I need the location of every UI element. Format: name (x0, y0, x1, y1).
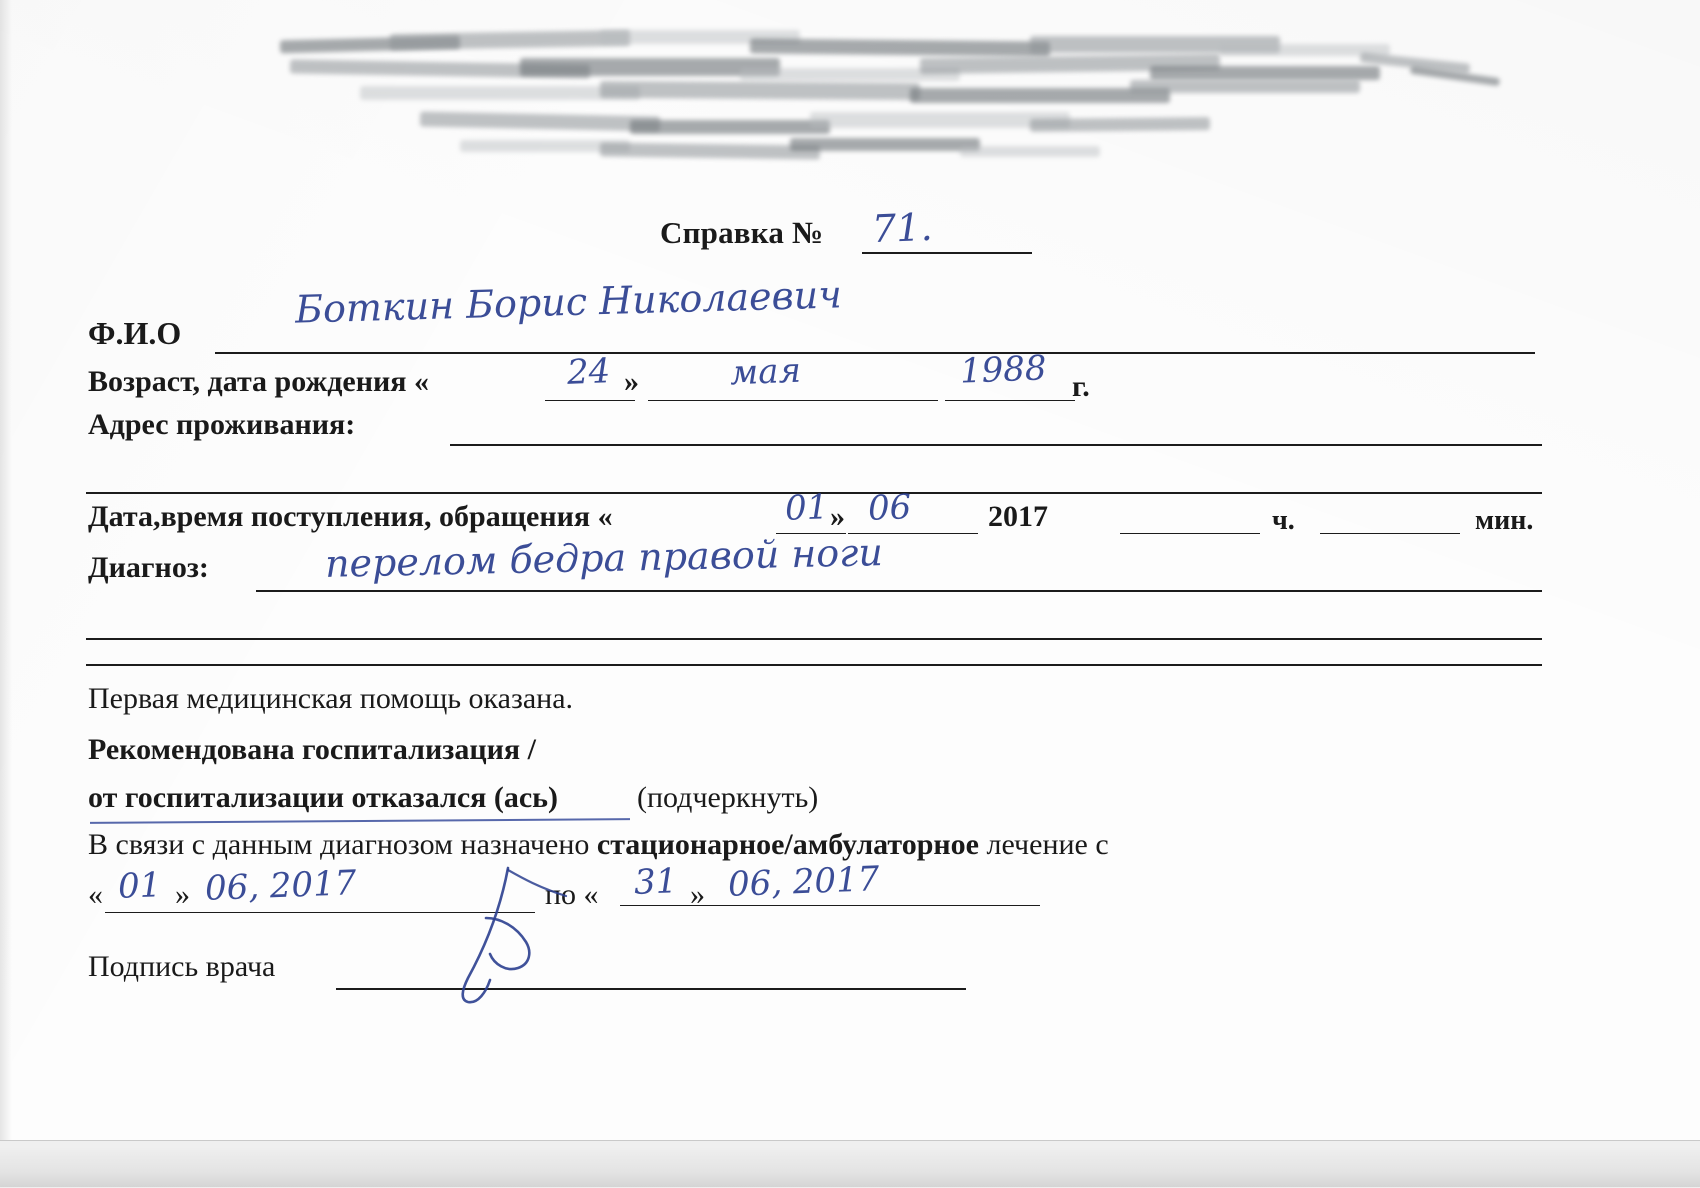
first-aid-statement: Первая медицинская помощь оказана. (88, 682, 574, 715)
diagnosis-line-3 (86, 664, 1542, 666)
address-line-1 (450, 444, 1542, 446)
birth-day-value: 24 (566, 351, 612, 393)
underline-instruction-note: (подчеркнуть) (637, 781, 819, 814)
admission-label-part2: » (830, 500, 845, 533)
certificate-number-line (862, 252, 1032, 254)
period-po-label: по « (545, 878, 599, 911)
page-title (660, 215, 823, 251)
birth-year-value: 1988 (959, 348, 1048, 392)
diagnosis-label: Диагноз: (88, 551, 209, 584)
admission-hours-line (1120, 533, 1260, 534)
address-label: Адрес проживания: (88, 408, 356, 441)
period-to-line (620, 905, 1040, 906)
admission-label-part1: Дата,время поступления, обращения « (88, 500, 613, 533)
birth-month-line (648, 400, 938, 401)
diagnosis-line-1 (256, 590, 1542, 592)
redacted-header-stamp (270, 28, 1390, 173)
treatment-prefix: В связи с данным диагнозом назначено (88, 828, 590, 861)
certificate-number-value: 71. (871, 204, 934, 252)
birthdate-label-part1: Возраст, дата рождения « (88, 365, 430, 398)
admission-minutes-line (1320, 533, 1460, 534)
period-from-day: 01 (117, 865, 163, 907)
fio-label: Ф.И.О (88, 315, 182, 351)
diagnosis-value: перелом бедра правой ноги (324, 530, 884, 586)
birthdate-label-suffix: г. (1072, 370, 1090, 403)
treatment-choice: стационарное/амбулаторное (596, 828, 979, 861)
period-close-quote: » (175, 878, 190, 911)
fio-line (215, 352, 1535, 354)
signature-label: Подпись врача (88, 950, 276, 983)
birthdate-label-part2: » (624, 365, 639, 398)
birth-year-line (945, 400, 1075, 401)
hospitalization-refused-statement: от госпитализации отказался (ась) (88, 781, 559, 814)
refusal-hand-underline (90, 818, 630, 824)
fio-value: Боткин Борис Николаевич (294, 272, 843, 332)
scan-bottom-edge (0, 1140, 1700, 1188)
admission-month-value: 06 (867, 487, 913, 529)
period-from-rest: 06, 2017 (204, 863, 358, 909)
period-to-day: 31 (633, 861, 679, 903)
period-open-quote: « (88, 878, 103, 911)
page-left-edge-shadow (0, 0, 12, 1140)
birth-day-line (545, 400, 635, 401)
birth-month-value: мая (729, 350, 802, 394)
minutes-label: мин. (1475, 505, 1534, 536)
doctor-signature-mark (390, 860, 670, 1020)
admission-day-value: 01 (784, 487, 830, 529)
period-to-close-quote: » (690, 878, 705, 911)
diagnosis-line-2 (86, 638, 1542, 640)
treatment-suffix: лечение с (986, 828, 1109, 861)
hours-label: ч. (1272, 505, 1295, 536)
hospitalization-recommended-statement: Рекомендована госпитализация / (88, 733, 536, 766)
treatment-statement (88, 828, 1109, 862)
period-to-rest: 06, 2017 (727, 859, 881, 905)
admission-year-value: 2017 (988, 500, 1048, 533)
page-title-text: Справка № (660, 215, 824, 250)
